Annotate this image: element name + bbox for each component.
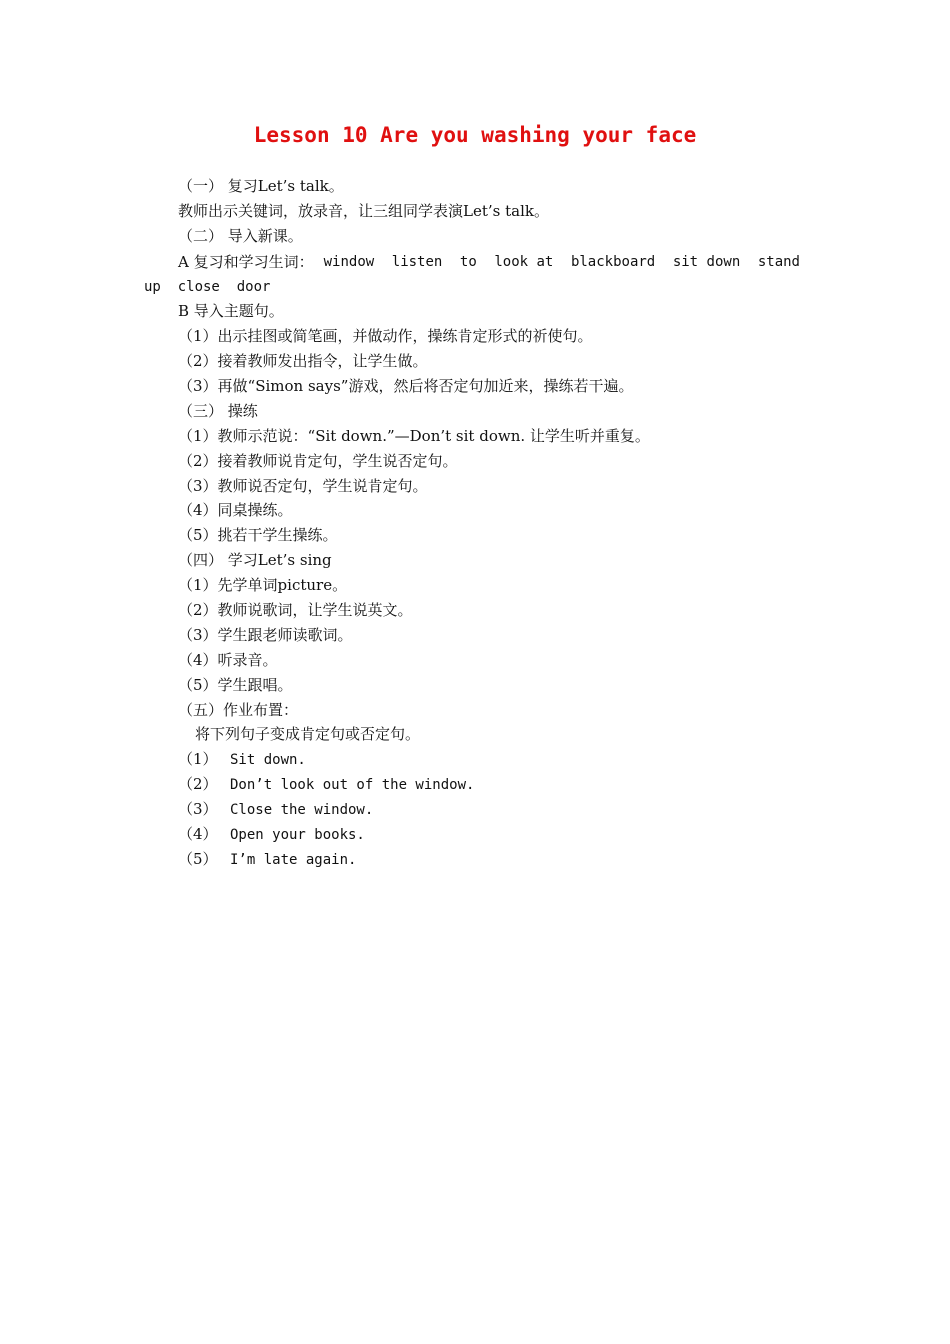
exercise-text: Sit down. bbox=[230, 752, 306, 768]
section-4-item: （2）教师说歌词，让学生说英文。 bbox=[178, 601, 413, 619]
page-title: Lesson 10 Are you washing your face bbox=[253, 123, 697, 147]
section-5-heading: （五）作业布置： bbox=[178, 701, 299, 719]
section-4-heading: （四） 学习Let’s sing bbox=[178, 551, 332, 569]
vocab-word: stand bbox=[757, 254, 800, 270]
section-1-heading: （一） 复习Let’s talk。 bbox=[178, 177, 344, 195]
section-2-item: （2）接着教师发出指令，让学生做。 bbox=[178, 352, 428, 370]
exercise-number: （1） bbox=[178, 750, 218, 768]
vocab-word: look at bbox=[494, 254, 554, 270]
section-4-item: （3）学生跟老师读歌词。 bbox=[178, 626, 353, 644]
exercise-item bbox=[178, 774, 474, 795]
vocab-word: window bbox=[323, 254, 375, 270]
vocab-word: blackboard bbox=[570, 254, 656, 270]
vocab-word: sit down bbox=[672, 254, 741, 270]
exercise-number: （3） bbox=[178, 800, 218, 818]
section-4-item: （5）学生跟唱。 bbox=[178, 676, 293, 694]
section-3-heading: （三） 操练 bbox=[178, 402, 258, 420]
exercise-text: Open your books. bbox=[230, 827, 365, 843]
section-4-item: （1）先学单词picture。 bbox=[178, 576, 348, 594]
section-3-item: （4）同桌操练。 bbox=[178, 501, 293, 519]
exercise-item bbox=[178, 849, 356, 870]
section-5-instruction: 将下列句子变成肯定句或否定句。 bbox=[195, 725, 421, 743]
exercise-text: I’m late again. bbox=[230, 852, 357, 868]
exercise-number: （4） bbox=[178, 825, 218, 843]
section-2-item: （1）出示挂图或简笔画，并做动作，操练肯定形式的祈使句。 bbox=[178, 327, 593, 345]
exercise-number: （2） bbox=[178, 775, 218, 793]
exercise-item bbox=[178, 824, 365, 845]
section-3-item: （2）接着教师说肯定句，学生说否定句。 bbox=[178, 452, 458, 470]
section-2-item: （3）再做“Simon says”游戏，然后将否定句加近来，操练若干遍。 bbox=[178, 377, 634, 395]
section-1-text: 教师出示关键词，放录音，让三组同学表演Let’s talk。 bbox=[178, 202, 549, 220]
exercise-text: Don’t look out of the window. bbox=[230, 777, 475, 793]
exercise-text: Close the window. bbox=[230, 802, 374, 818]
section-4-item: （4）听录音。 bbox=[178, 651, 278, 669]
section-2-b: B 导入主题句。 bbox=[178, 302, 284, 320]
exercise-item bbox=[178, 749, 306, 770]
vocabulary-prefix: A 复习和学习生词： bbox=[178, 253, 314, 271]
vocabulary-line bbox=[178, 252, 800, 272]
vocab-word: listen bbox=[391, 254, 443, 270]
section-3-item: （3）教师说否定句，学生说肯定句。 bbox=[178, 477, 428, 495]
vocabulary-line-2: up close door bbox=[144, 279, 271, 295]
section-2-heading: （二） 导入新课。 bbox=[178, 227, 303, 245]
section-3-item: （1）教师示范说：“Sit down.”—Don’t sit down. 让学生听并重复。 bbox=[178, 427, 650, 445]
vocab-word: to bbox=[459, 254, 477, 270]
exercise-item bbox=[178, 799, 373, 820]
exercise-number: （5） bbox=[178, 850, 218, 868]
section-3-item: （5）挑若干学生操练。 bbox=[178, 526, 338, 544]
